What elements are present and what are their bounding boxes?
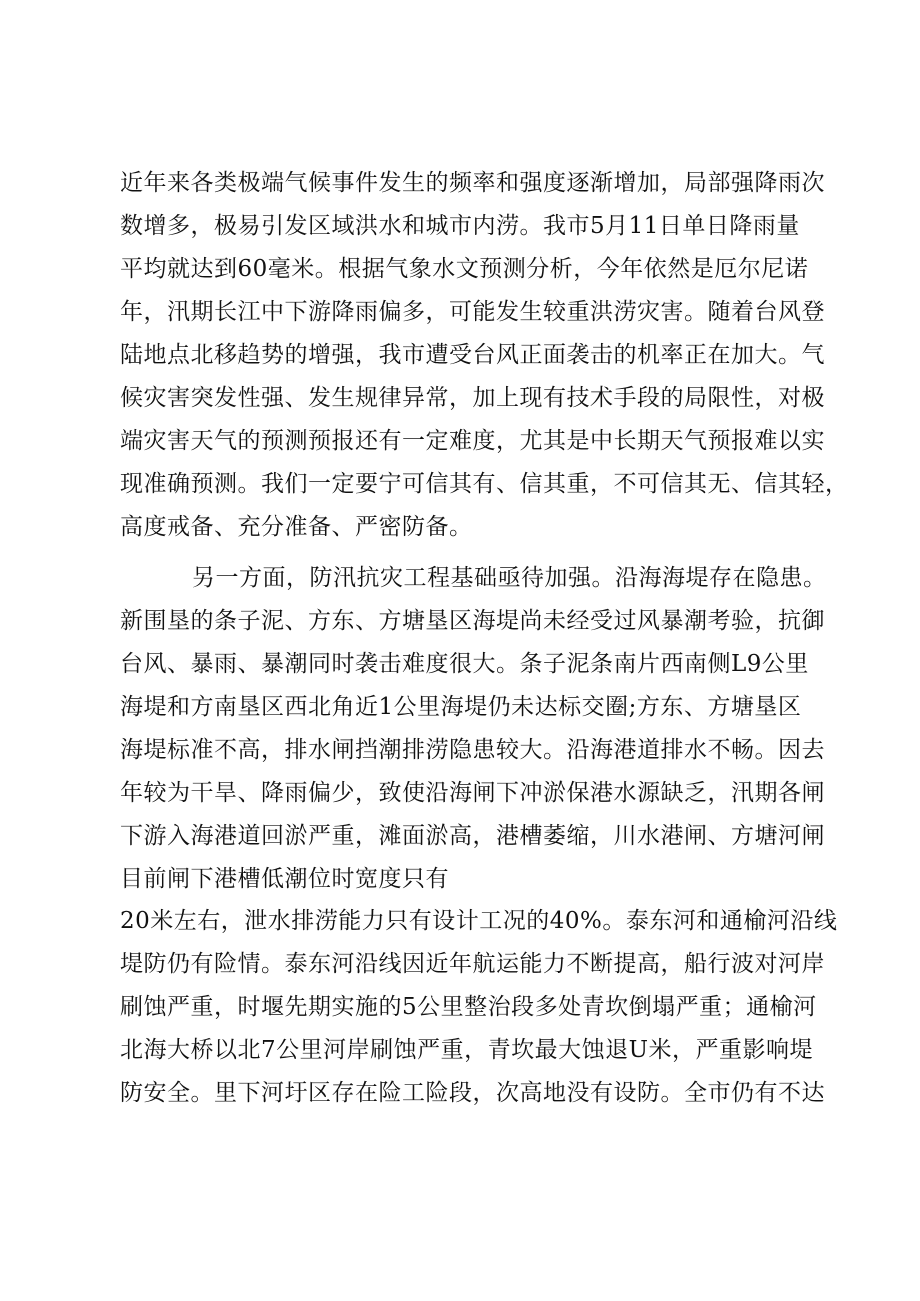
text-line: 端灾害天气的预测预报还有一定难度，尤其是中长期天气预报难以实 [120, 428, 825, 454]
text-line: 现准确预测。我们一定要宁可信其有、信其重，不可信其无、信其轻， [120, 471, 849, 497]
text-line: 北海大桥以北7公里河岸刷蚀严重，青坎最大蚀退U米，严重影响堤 [120, 1037, 814, 1063]
text-line: 目前闸下港槽低潮位时宽度只有 [120, 866, 449, 892]
text-line: 高度戒备、充分准备、严密防备。 [120, 514, 473, 540]
text-line: 平均就达到60毫米。根据气象水文预测分析，今年依然是厄尔尼诺 [120, 256, 809, 282]
text-line: 20米左右，泄水排涝能力只有设计工况的40%。泰东河和通榆河沿线 [120, 908, 838, 934]
text-line: 下游入海港道回淤严重，滩面淤高，港槽萎缩，川水港闸、方塘河闸 [120, 823, 825, 849]
text-line: 海堤标准不高，排水闸挡潮排涝隐患较大。沿海港道排水不畅。因去 [120, 737, 825, 763]
text-line: 年较为干旱、降雨偏少，致使沿海闸下冲淤保港水源缺乏，汛期各闸 [120, 780, 825, 806]
text-line: 海堤和方南垦区西北角近1公里海堤仍未达标交圈;方东、方塘垦区 [120, 694, 802, 720]
text-line: 新围垦的条子泥、方东、方塘垦区海堤尚未经受过风暴潮考验，抗御 [120, 608, 825, 634]
text-line: 数增多，极易引发区域洪水和城市内涝。我市5月11日单日降雨量 [120, 213, 800, 239]
text-line: 防安全。里下河圩区存在险工险段，次高地没有设防。全市仍有不达 [120, 1080, 825, 1106]
text-line: 年，汛期长江中下游降雨偏多，可能发生较重洪涝灾害。随着台风登 [120, 299, 825, 325]
text-line: 台风、暴雨、暴潮同时袭击难度很大。条子泥条南片西南侧L9公里 [120, 651, 809, 677]
paragraph-start-line: 另一方面，防汛抗灾工程基础亟待加强。沿海海堤存在隐患。 [192, 565, 827, 591]
text-line: 陆地点北移趋势的增强，我市遭受台风正面袭击的机率正在加大。气 [120, 342, 825, 368]
text-line: 堤防仍有险情。泰东河沿线因近年航运能力不断提高，船行波对河岸 [120, 951, 825, 977]
text-line: 候灾害突发性强、发生规律异常，加上现有技术手段的局限性，对极 [120, 385, 825, 411]
text-line: 刷蚀严重，时堰先期实施的5公里整治段多处青坎倒塌严重；通榆河 [120, 994, 817, 1020]
text-line: 近年来各类极端气候事件发生的频率和强度逐渐增加，局部强降雨次 [120, 170, 825, 196]
